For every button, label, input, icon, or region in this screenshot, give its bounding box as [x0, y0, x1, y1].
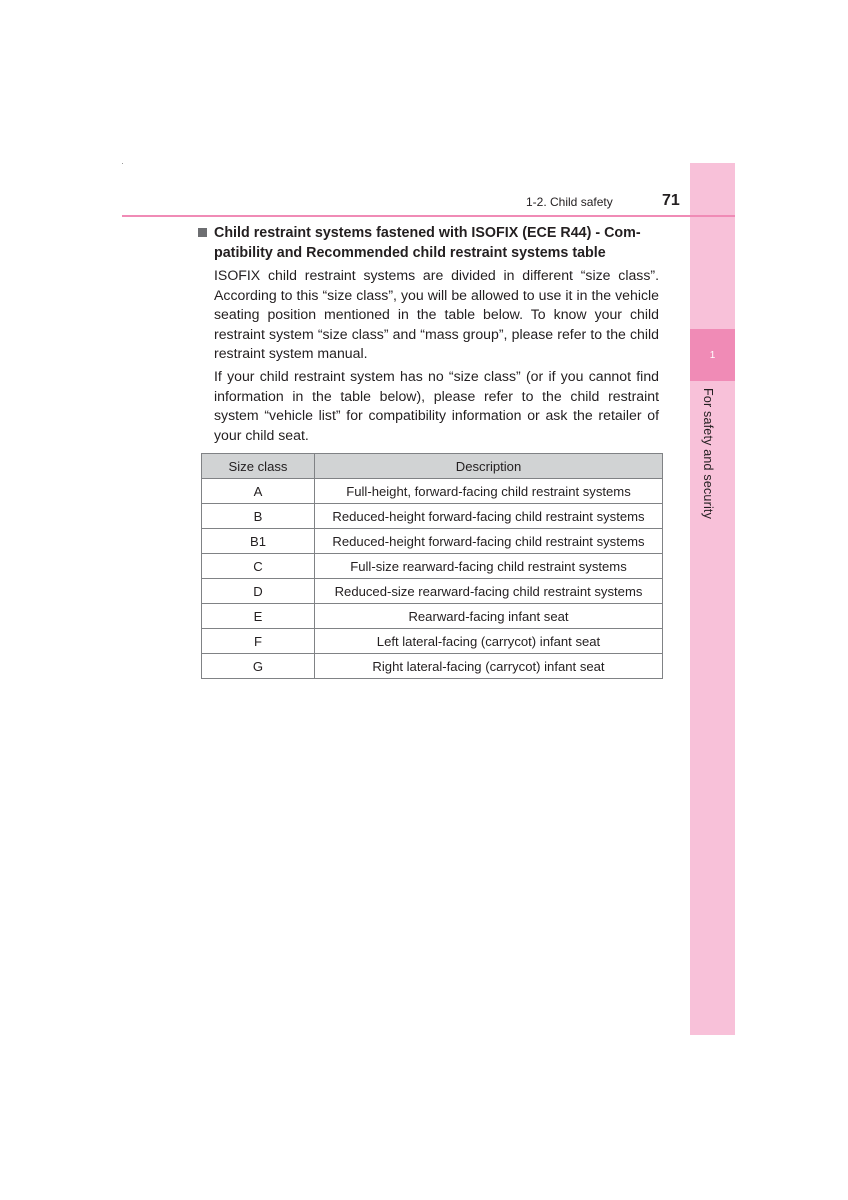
column-header-description: Description	[315, 454, 663, 479]
table-row	[202, 654, 663, 679]
table-row	[202, 579, 663, 604]
description-cell: Full-size rearward-facing child restraint systems	[315, 554, 663, 579]
size-class-cell: B1	[202, 529, 315, 554]
size-class-cell: C	[202, 554, 315, 579]
size-class-cell: E	[202, 604, 315, 629]
chapter-title: For safety and security	[701, 388, 715, 520]
body-paragraph: If your child restraint system has no “size class” (or if you cannot find information in the table below), please refer to the child restraint system “vehicle list” for compatibility information or ask the retailer of your child seat.	[214, 368, 659, 443]
chapter-side-tab	[690, 163, 735, 1035]
size-class-cell: B	[202, 504, 315, 529]
size-class-cell: G	[202, 654, 315, 679]
description-cell: Full-height, forward-facing child restraint systems	[315, 479, 663, 504]
chapter-number: 1	[709, 349, 716, 361]
table-row	[202, 629, 663, 654]
table-row	[202, 504, 663, 529]
table-row	[202, 554, 663, 579]
chapter-number-tab	[690, 329, 735, 381]
table-header-row	[202, 454, 663, 479]
description-cell: Reduced-height forward-facing child restraint systems	[315, 504, 663, 529]
header-rule	[122, 215, 735, 217]
square-bullet-icon	[198, 228, 207, 237]
size-class-table	[201, 453, 663, 679]
description-cell: Reduced-size rearward-facing child restraint systems	[315, 579, 663, 604]
size-class-cell: F	[202, 629, 315, 654]
crop-mark	[122, 163, 123, 164]
table-row	[202, 529, 663, 554]
size-class-cell: A	[202, 479, 315, 504]
table-row	[202, 479, 663, 504]
page-number: 71	[662, 192, 680, 209]
description-cell: Reduced-height forward-facing child restraint systems	[315, 529, 663, 554]
description-cell: Left lateral-facing (carrycot) infant seat	[315, 629, 663, 654]
size-class-cell: D	[202, 579, 315, 604]
section-heading: Child restraint systems fastened with ISOFIX (ECE R44) - Com-patibility and Recommended child restraint systems table	[214, 225, 641, 262]
description-cell: Rearward-facing infant seat	[315, 604, 663, 629]
body-paragraph: ISOFIX child restraint systems are divided in different “size class”. According to this “size class”, you will be allowed to use it in the vehicle seating position mentioned in the table below. To know your child restraint system “size class” and “mass group”, please refer to the child restraint system manual.	[214, 267, 659, 361]
description-cell: Right lateral-facing (carrycot) infant seat	[315, 654, 663, 679]
column-header-size-class: Size class	[202, 454, 315, 479]
table-row	[202, 604, 663, 629]
section-title: 1-2. Child safety	[526, 195, 613, 209]
